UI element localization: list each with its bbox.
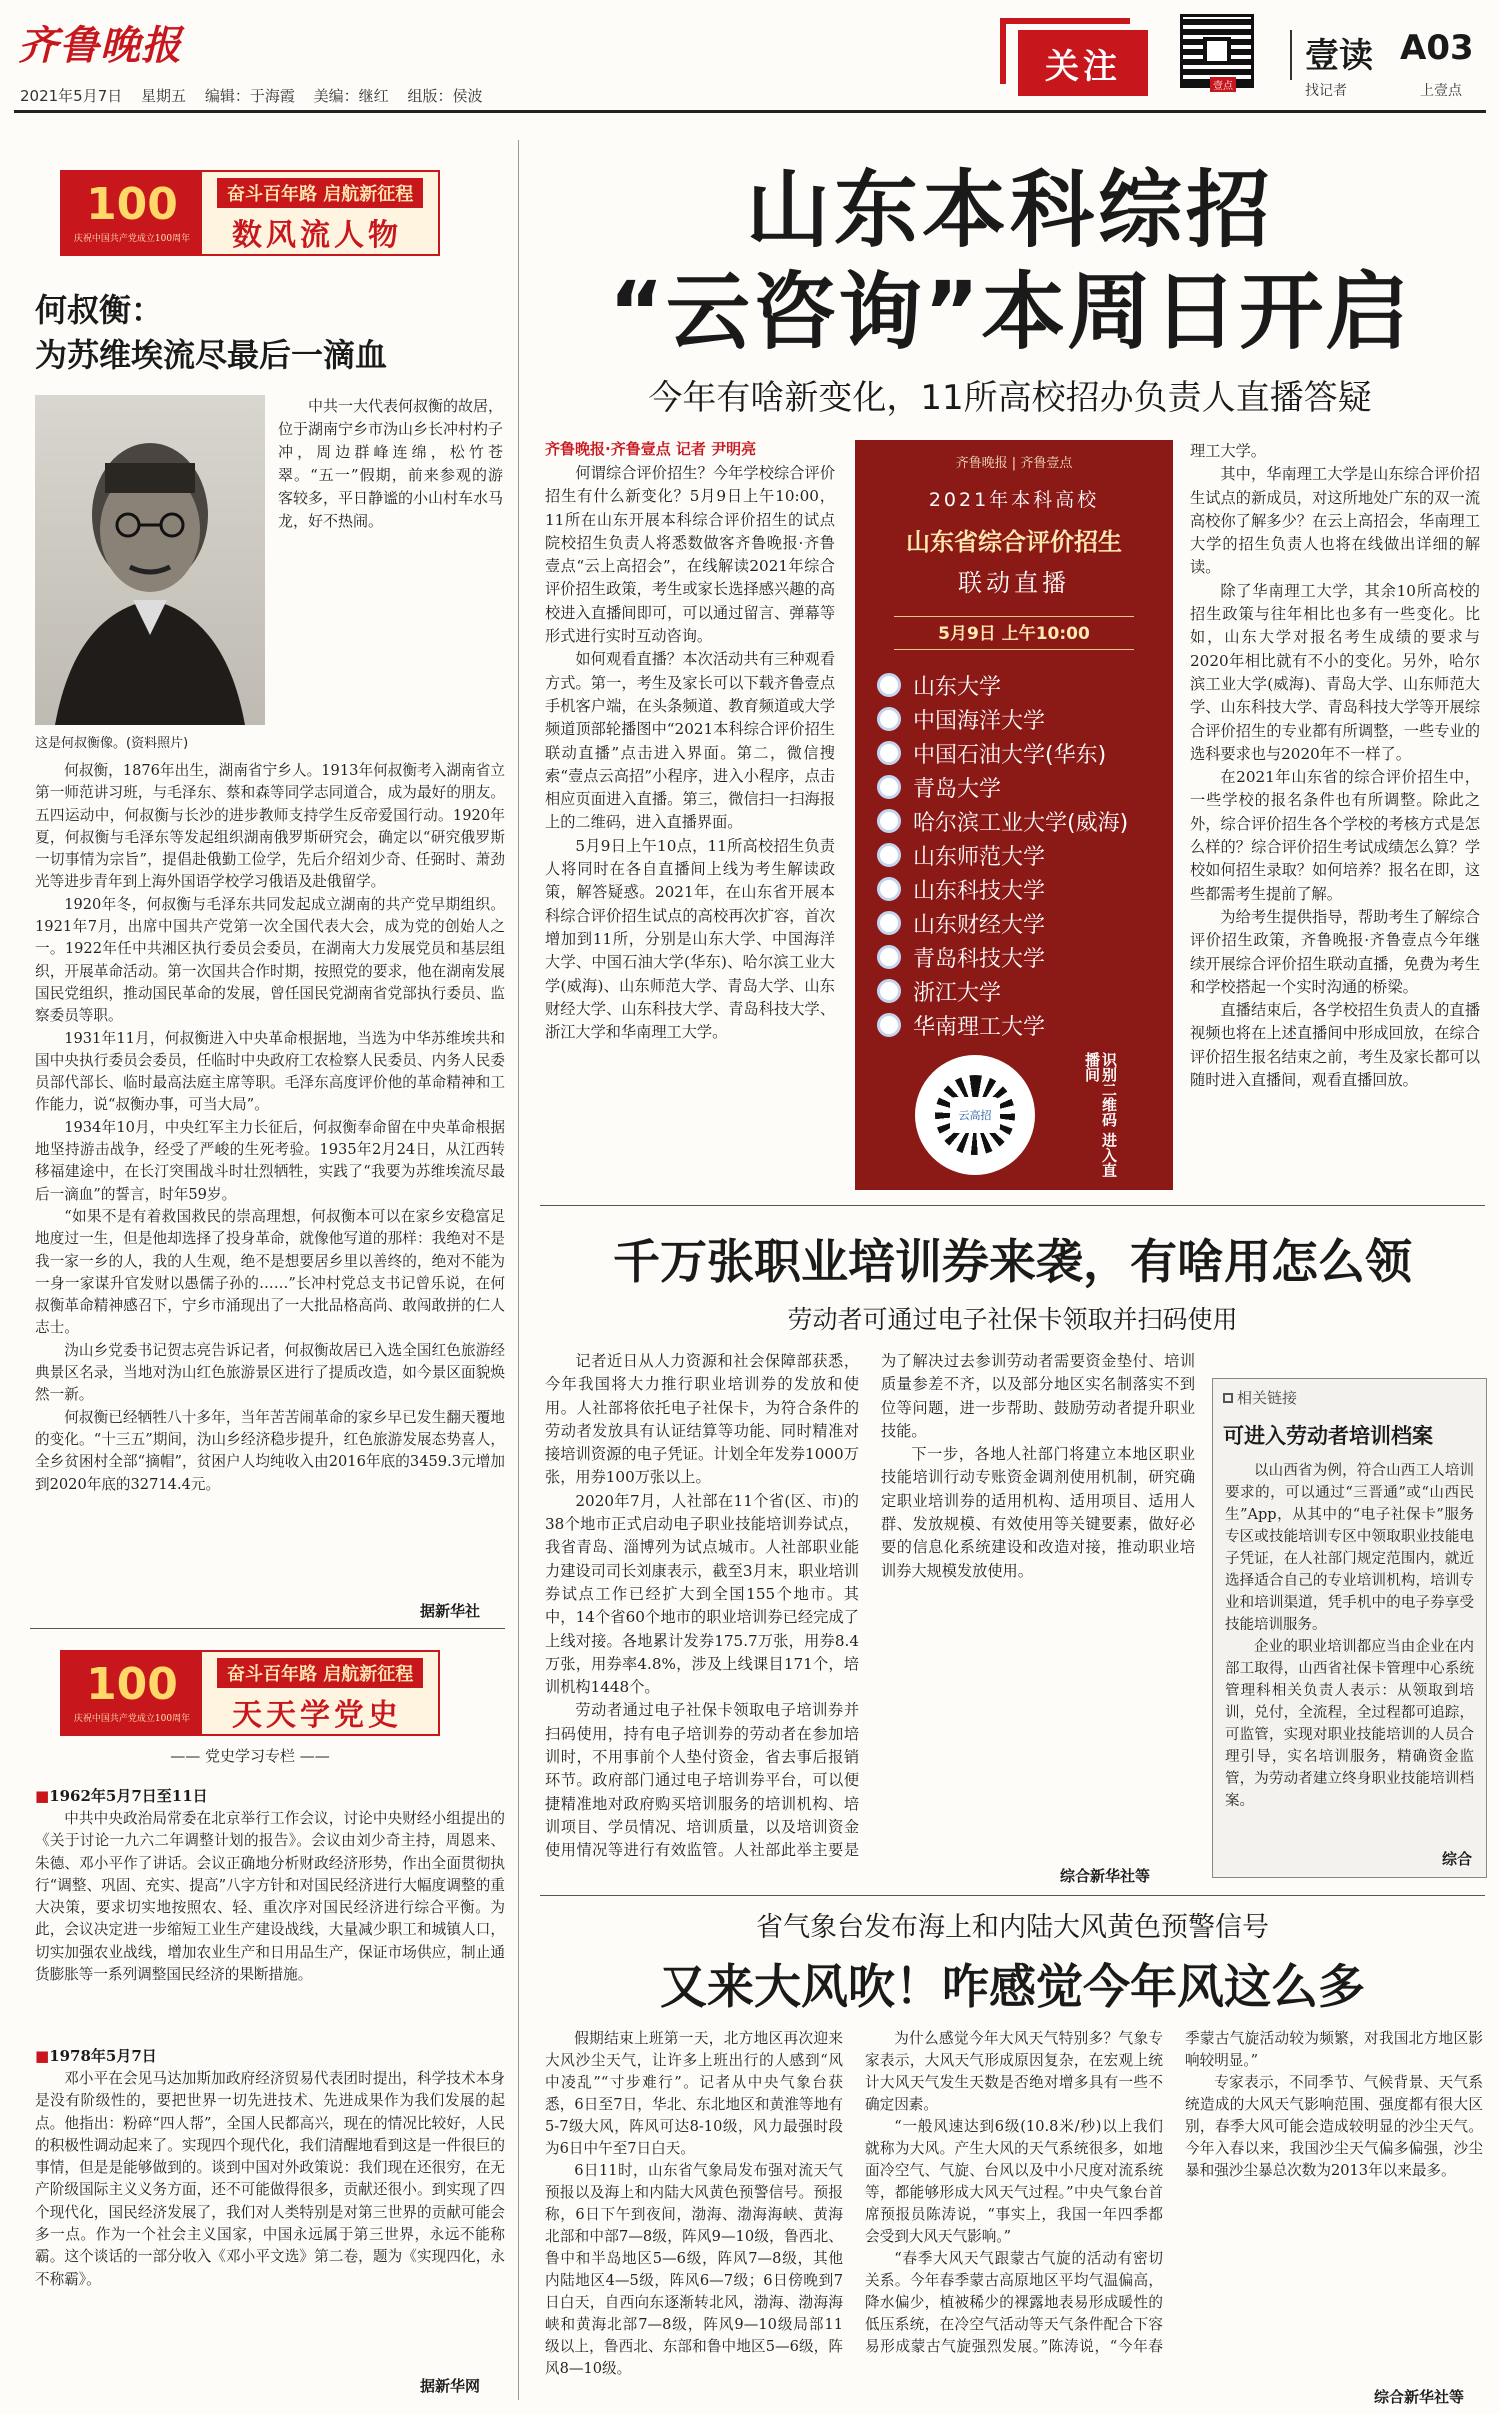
page-number: A03: [1400, 28, 1474, 68]
logo-100: 100: [86, 1658, 178, 1710]
paragraph: 1931年11月，何叔衡进入中央革命根据地，当选为中华苏维埃共和国中央执行委员会委员，任临时中央政府工农检察人民委员、内务人民委员部代部长、临时最高法庭主席等职。毛泽东高度评价他的革命精神和工作能力，说“叔衡办事，可当大局”。: [35, 1029, 505, 1114]
university-item[interactable]: [877, 906, 1173, 940]
article-body: [35, 760, 505, 1590]
paragraph: 6日11时，山东省气象局发布强对流天气预报以及海上和内陆大风黄色预警信号。预报称，6日下午到夜间，渤海、渤海海峡、黄海北部和中部7—8级，阵风9—10级，鲁西北、鲁中和半岛地区5—6级，阵风7—8级，其他内陆地区4—5级，阵风6—7级；6日傍晚到7日白天，自西向东逐渐转北风，渤海、渤海海峡和黄海北部7—8级，阵风9—10级局部11级以上，鲁西北、东部和鲁中地区5—6级，阵风8—10级。: [545, 2162, 843, 2377]
university-name: 华南理工大学: [913, 1014, 1046, 1040]
header-qr-code[interactable]: [1180, 14, 1254, 92]
paragraph: 专家表示，不同季节、气候背景、天气系统造成的大风天气影响范围、强度都有很大区别，春季大风可能会造成较明显的沙尘天气。今年入春以来，我国沙尘天气偏多偏强，沙尘暴和强沙尘暴总次数为2013年以来最多。: [1185, 2074, 1483, 2179]
centennial-logo: [62, 1652, 202, 1734]
paragraph: 何谓综合评价招生？今年学校综合评价招生有什么新变化？5月9日上午10:00，11所在山东开展本科综合评价招生的试点院校招生负责人将悉数做客齐鲁晚报·齐鲁壹点“云上高招会”，在线解读2021年综合评价招生政策，考生或家长选择感兴趣的高校进入直播间即可，可以通过留言、弹幕等形式进行实时互动咨询。: [545, 464, 835, 646]
university-emblem-icon: [877, 979, 901, 1003]
university-item[interactable]: [877, 736, 1173, 770]
divider: [30, 1628, 505, 1629]
divider: [540, 1205, 1485, 1206]
article-headline-2: 为苏维埃流尽最后一滴血: [35, 336, 388, 374]
logo-100: 100: [86, 178, 178, 230]
bullet-square-icon: ■: [35, 1787, 50, 1805]
main-column-3: 理工大学。 其中，华南理工大学是山东综合评价招生试点的新成员，对这所地处广东的双一流高校你了解多少？在云上高招会，华南理工大学的招生负责人也将在线做出详细的解读。 除了华南理工大学，其余10所高校的招生政策与往年相比也多有一些变化。比如，山东大学对报名考生成绩的要求与2020年相比就有不小的变化。另外，哈尔滨工业大学(威海)、青岛大学、山东师范大学、山东科技大学、青岛科技大学等开展综合评价招生的专业都有所调整，一些专业的选科要求也与2020年不一样了。 在2021年山东省的综合评价招生中，一些学校的报名条件也有所调整。除此之外，综合评价招生各个学校的考核方式是怎么样的？综合评价招生考试成绩怎么算？学校如何招生录取？如何培养？报名在即，这些都需考生提前了解。 为给考生提供指导，帮助考生了解综合评价招生政策，齐鲁晚报·齐鲁壹点今年继续开展综合评价招生联动直播，免费为考生和学校搭起一个实时沟通的桥梁。 直播结束后，各学校招生负责人的直播视频也将在上述直播间中形成回放，在综合评价招生报名结束之前，考生及家长都可以随时进入直播间，观看直播回放。: [1190, 440, 1480, 1190]
university-name: 哈尔滨工业大学(威海): [913, 810, 1129, 836]
university-emblem-icon: [877, 673, 901, 697]
university-name: 山东师范大学: [913, 844, 1046, 870]
date: 1978年5月7日: [49, 2047, 157, 2065]
history-source: 据新华网: [420, 2377, 481, 2395]
university-emblem-icon: [877, 707, 901, 731]
poster-time-text: 5月9日 上午10:00: [938, 624, 1090, 644]
university-emblem-icon: [877, 843, 901, 867]
banner-shuo-feng-liu: [60, 170, 440, 256]
paragraph: 1920年冬，何叔衡与毛泽东共同发起成立湖南的共产党早期组织。1921年7月，出席中国共产党第一次全国代表大会，成为党的创始人之一。1922年任中共湘区执行委员会委员，在湖南大力发展党员和基层组织，开展革命活动。第一次国共合作时期，按照党的要求，他在湖南发展国民党组织，推动国民革命的发展，曾任国民党湖南省党部执行委员、监察委员等职。: [35, 895, 505, 1025]
paragraph: 下一步，各地人社部门将建立本地区职业技能培训行动专账资金调剂使用机制，研究确定职业培训券的适用机构、适用项目、适用人群、发放规模、有效使用等关键要素，做好必要的信息化系统建设和改造对接，推动职业培训券大规模发放使用。: [881, 1445, 1195, 1580]
history-text-2: [35, 2068, 505, 2291]
article-intro-right-of-photo: [278, 395, 503, 533]
divider: [540, 1895, 1485, 1896]
university-item[interactable]: [877, 974, 1173, 1008]
article-source: 据新华社: [420, 1602, 481, 1620]
training-source: 综合新华社等: [1060, 1867, 1151, 1885]
weekday: 星期五: [141, 87, 187, 105]
paragraph: 企业的职业培训都应当由企业在内部工取得，山西省社保卡管理中心系统管理科相关负责人表示：从领取到培训，兑付，全流程，全过程都可追踪，可监管，实现对职业技能培训的人员合理引导，实名培训服务，精确资金监管，为劳动者建立终身职业技能培训档案。: [1225, 1639, 1474, 1809]
designer: 美编：继红: [313, 87, 389, 105]
main-subhead: 今年有啥新变化，11所高校招办负责人直播答疑: [648, 378, 1372, 418]
tag-text: 相关链接: [1237, 1389, 1298, 1407]
edition-label: 壹读: [1305, 36, 1373, 76]
editor: 编辑：于海霞: [204, 87, 295, 105]
paragraph: 其中，华南理工大学是山东综合评价招生试点的新成员，对这所地处广东的双一流高校你了解多少？在云上高招会，华南理工大学的招生负责人也将在线做出详细的解读。: [1190, 465, 1480, 577]
qr-center-label: 云高招: [950, 1097, 1000, 1133]
university-name: 中国海洋大学: [913, 708, 1046, 734]
column-name: 数风流人物: [232, 218, 402, 253]
reporter-caption-2: 上壹点: [1420, 83, 1462, 99]
main-byline: 齐鲁晚报·齐鲁壹点 记者 尹明亮: [545, 440, 757, 458]
banner-slogan: 奋斗百年路 启航新征程: [217, 1658, 423, 1688]
university-item[interactable]: [877, 838, 1173, 872]
paragraph: 除了华南理工大学，其余10所高校的招生政策与往年相比也多有一些变化。比如，山东大学对报名考生成绩的要求与2020年相比就有不小的变化。另外，哈尔滨工业大学(威海)、青岛大学、山东师范大学、山东科技大学、青岛科技大学等开展综合评价招生的专业都有所调整，一些专业的选科要求也与2020年不一样了。: [1190, 581, 1480, 763]
university-name: 山东大学: [913, 674, 1002, 700]
paragraph: 直播结束后，各学校招生负责人的直播视频也将在上述直播间中形成回放，在综合评价招生报名结束之前，考生及家长都可以随时进入直播间，观看直播回放。: [1190, 1001, 1480, 1090]
university-item[interactable]: [877, 770, 1173, 804]
paragraph: 为给考生提供指导，帮助考生了解综合评价招生政策，齐鲁晚报·齐鲁壹点今年继续开展综合评价招生联动直播，免费为考生和学校搭起一个实时沟通的桥梁。: [1190, 907, 1480, 996]
section-label: 关注: [1018, 30, 1148, 96]
tag-square-icon: [1223, 1393, 1233, 1403]
history-date-1: [35, 1785, 208, 1806]
bullet-square-icon: ■: [35, 2047, 50, 2065]
wind-kicker: 省气象台发布海上和内陆大风黄色预警信号: [756, 1912, 1269, 1943]
paragraph: 2020年7月，人社部在11个省(区、市)的38个地市正式启动电子职业技能培训券试点，我省青岛、淄博列为试点城市。人社部职业能力建设司司长刘康表示，截至3月末，职业培训券试点工作已经扩大到全国155个地市。其中，14个省60个地市的职业培训券已经完成了上线对接。各地累计发券175.7万张，用券8.4万张，用券率4.8%，涉及上线课目171个，培训机构1448个。: [545, 1491, 859, 1697]
paragraph: 劳动者通过电子社保卡领取电子培训券并扫码使用，持有电子培训券的劳动者在参加培训时，不用事前个人垫付资金，省去事后报销环节。政府部门通过电子培训券平台，可以便捷精准地对政府购买培训服务的培训机构、培训项目、学员情况、培训质量，以及培训资金使用情况等进行有效监管。人社部此举主要是为了解决过去参训劳动者需要资金垫付、培训质量参差不齐，以及部分地区实名制落实不到位等问题，进一步帮助、鼓励劳动者提升职业技能。: [545, 1352, 1195, 1860]
logo-sub: 庆祝中国共产党成立100周年: [73, 1713, 191, 1724]
paragraph: 以山西省为例，符合山西工人培训要求的，可以通过“三晋通”或“山西民生”App，从其中的“电子社保卡”服务专区或技能培训专区中领取职业技能电子凭证，在人社部门规定范围内，就近选择适合自己的专业培训机构，培训专业和培训渠道，凭手机中的电子券享受技能培训服务。: [1225, 1463, 1474, 1633]
qr-label: 壹点: [1210, 77, 1236, 92]
paragraph: 假期结束上班第一天，北方地区再次迎来大风沙尘天气，让许多上班出行的人感到“风中凌乱”“寸步难行”。记者从中央气象台获悉，6日至7日，华北、东北地区和黄淮等地有5-7级大风，阵风可达8-10级，风力最强时段为6日中午至7日白天。: [545, 2030, 843, 2157]
related-body: [1225, 1460, 1474, 1812]
university-emblem-icon: [877, 809, 901, 833]
poster-qr-code[interactable]: [915, 1055, 1035, 1175]
training-subhead: 劳动者可通过电子社保卡领取并扫码使用: [787, 1305, 1238, 1334]
university-item[interactable]: [877, 940, 1173, 974]
university-emblem-icon: [877, 1013, 901, 1037]
poster-scan-text: 识别二维码 进入直播间: [1083, 1052, 1118, 1178]
paragraph: “春季大风天气跟蒙古气旋的活动有密切关系。今年春季蒙古高原地区平均气温偏高，降水偏少，植被稀少的裸露地表易形成暖性的低压系统，在冷空气活动等天气条件配合下容易形成蒙古气旋强烈发展。”陈涛说，“今年春季蒙古气旋活动较为频繁，对我国北方地区影响较明显。”: [865, 2030, 1483, 2355]
related-links-box: [1212, 1378, 1487, 1878]
poster-subtitle: 联动直播: [958, 569, 1070, 597]
paragraph: 1934年10月，中央红军主力长征后，何叔衡奉命留在中央革命根据地坚持游击战争，经受了严峻的生死考验。1935年2月24日，从江西转移福建途中，在长汀突围战斗时壮烈牺牲，实践了“我要为苏维埃流尽最后一滴血”的誓言，时年59岁。: [35, 1118, 505, 1203]
training-headline: 千万张职业培训券来袭，有啥用怎么领: [613, 1235, 1412, 1290]
wind-body: [545, 2028, 1483, 2388]
banner-tian-tian-xue-dang-shi: [60, 1650, 440, 1736]
date-line: [20, 85, 482, 106]
university-emblem-icon: [877, 911, 901, 935]
university-name: 青岛大学: [913, 776, 1002, 802]
paragraph: 中共中央政治局常委在北京举行工作会议，讨论中央财经小组提出的《关于讨论一九六二年调整计划的报告》。会议由刘少奇主持，周恩来、朱德、邓小平作了讲话。会议正确地分析财政经济形势，作出全面贯彻执行“调整、巩固、充实、提高”八字方针和对国民经济进行大幅度调整的重大决策，要求切实地按照农、轻、重次序对国民经济进行综合平衡。为此，会议决定进一步缩短工业生产建设战线，大量减少职工和城镇人口，切实加强农业战线，增加农业生产和日用品生产，保证市场供应，制止通货膨胀等一系列调整国民经济的果断措施。: [35, 1810, 505, 1984]
date: 1962年5月7日至11日: [49, 1787, 208, 1805]
university-item[interactable]: [877, 668, 1173, 702]
poster-logo: 齐鲁晚报 | 齐鲁壹点: [955, 456, 1073, 471]
portrait-photo: [35, 395, 265, 725]
banner-slogan: 奋斗百年路 启航新征程: [217, 178, 423, 208]
live-stream-poster: [855, 440, 1173, 1190]
wind-headline: 又来大风吹！咋感觉今年风这么多: [660, 1960, 1365, 2015]
paragraph: 5月9日上午10点，11所高校招生负责人将同时在各自直播间上线为考生解读政策，解答疑惑。2021年，在山东省开展本科综合评价招生试点的高校再次扩容，首次增加到11所，分别是山东大学、中国海洋大学、中国石油大学(华东)、哈尔滨工业大学(威海)、山东师范大学、青岛大学、山东财经大学、山东科技大学、青岛科技大学、浙江大学和华南理工大学。: [545, 836, 835, 1042]
university-item[interactable]: [877, 702, 1173, 736]
centennial-logo: [62, 172, 202, 254]
main-headline-2: “云咨询”本周日开启: [608, 263, 1412, 361]
main-column-1: [545, 462, 835, 1182]
university-emblem-icon: [877, 741, 901, 765]
main-headline-1: 山东本科综招: [745, 161, 1274, 259]
university-name: 浙江大学: [913, 980, 1002, 1006]
paragraph: 邓小平在会见马达加斯加政府经济贸易代表团时提出，科学技术本身是没有阶级性的，要把世界一切先进技术、先进成果作为我们发展的起点。他指出：粉碎“四人帮”，全国人民都高兴，现在的情况比较好，人民的积极性调动起来了。实现四个现代化，我们清醒地看到这是一件很巨的事情，但是是能够做到的。谈到中国对外政策说：我们现在还很穷，在无产阶级国际主义义务方面，还不可能做得很多，贡献还很小。到实现了四个现代化，国民经济发展了，我们对人类特别是对第三世界的贡献可能会多一点。作为一个社会主义国家，中国永远属于第三世界，永远不能称霸。这个谈话的一部分收入《邓小平文选》第二卷，题为《实现四化，永不称霸》。: [35, 2070, 505, 2288]
paragraph: 何叔衡，1876年出生，湖南省宁乡人。1913年何叔衡考入湖南省立第一师范讲习班，与毛泽东、蔡和森等同学志同道合，成为最好的朋友。五四运动中，何叔衡与长沙的进步教师支持学生反帝爱国行动。1920年夏，何叔衡与毛泽东等发起组织湖南俄罗斯研究会，确定以“研究俄罗斯一切事情为宗旨”，提倡赴俄勤工俭学，先后介绍刘少奇、任弼时、萧劲光等进步青年到上海外国语学校学习俄语及赴俄留学。: [35, 762, 505, 891]
paragraph: 记者近日从人力资源和社会保障部获悉，今年我国将大力推行职业培训券的发放和使用。人社部将依托电子社保卡，为符合条件的劳动者发放具有认证结算等功能、同时精准对接培训资源的电子凭证。计划全年发券1000万张，用券100万张以上。: [545, 1352, 859, 1487]
header-divider: [1290, 30, 1292, 80]
university-emblem-icon: [877, 877, 901, 901]
wind-source: 综合新华社等: [1368, 2386, 1464, 2407]
column-subtitle: —— 党史学习专栏 ——: [170, 1747, 330, 1765]
paragraph: 沩山乡党委书记贺志亮告诉记者，何叔衡故居已入选全国红色旅游经典景区名录，当地对沩山红色旅游景区进行了提质改造，如今景区面貌焕然一新。: [35, 1341, 505, 1404]
university-name: 中国石油大学(华东): [913, 742, 1107, 768]
paragraph: 在2021年山东省的综合评价招生中，一些学校的报名条件也有所调整。除此之外，综合评价招生各个学校的考核方式是怎么样的？综合评价招生考试成绩怎么算？学校如何招生录取？如何培养？报名在即，这些都需考生提前了解。: [1190, 768, 1480, 903]
proof: 组版：侯波: [407, 87, 483, 105]
university-item[interactable]: [877, 804, 1173, 838]
paragraph: 如何观看直播？本次活动共有三种观看方式。第一，考生及家长可以下载齐鲁壹点手机客户端，在头条频道、教育频道或大学频道顶部轮播图中“2021本科综合评价招生联动直播”点击进入界面。第二，微信搜索“壹点云高招”小程序，进入小程序，点击相应页面进入直播。第三，微信扫一扫海报上的二维码，进入直播界面。: [545, 650, 835, 832]
header-rule: [14, 110, 1486, 113]
paragraph: “一般风速达到6级(10.8米/秒)以上我们就称为大风。产生大风的天气系统很多，如地面冷空气、气旋、台风以及中小尺度对流系统等，都能够形成大风天气过程。”中央气象台首席预报员陈涛说，“事实上，我国一年四季都会受到大风天气影响。”: [865, 2118, 1163, 2245]
reporter-caption-1: 找记者: [1305, 83, 1347, 99]
university-list: [877, 668, 1173, 1042]
history-date-2: [35, 2045, 157, 2066]
university-emblem-icon: [877, 775, 901, 799]
paragraph: “如果不是有着救国救民的崇高理想，何叔衡本可以在家乡安稳富足地度过一生，但是他却选择了投身革命，就像他写道的那样：我绝对不是我一家一乡的人，我的人生观，绝不是想要居乡里以善终的，绝对不能为一身一家谋升官发财以愚儒子孙的……”长冲村党总支书记曾乐说，在何叔衡革命精神感召下，宁乡市涌现出了一大批品格高尚、敢闯敢拼的仁人志士。: [35, 1207, 505, 1337]
related-source: 综合: [1441, 1850, 1472, 1868]
poster-title: 山东省综合评价招生: [906, 528, 1122, 556]
paragraph: 为什么感觉今年大风天气特别多？气象专家表示，大风天气形成原因复杂，在宏观上统计大风天气发生天数是否绝对增多具有一些不确定因素。: [865, 2030, 1163, 2113]
related-tag: [1223, 1387, 1486, 1408]
poster-time: [894, 616, 1134, 650]
training-body: [545, 1350, 1195, 1870]
paragraph: 何叔衡已经牺牲八十多年，当年苦苦闹革命的家乡早已发生翻天覆地的变化。“十三五”期间，沩山乡经济稳步提升，红色旅游发展态势喜人，全乡贫困村全部“摘帽”，贫困户人均纯收入由2016年底的3459.3元增加到2020年底的32714.4元。: [35, 1408, 505, 1493]
portrait-figure-icon: [35, 395, 265, 725]
university-item[interactable]: [877, 872, 1173, 906]
university-name: 山东科技大学: [913, 878, 1046, 904]
related-title: 可进入劳动者培训档案: [1223, 1424, 1433, 1448]
photo-caption: 这是何叔衡像。(资料照片): [35, 736, 189, 751]
university-item[interactable]: [877, 1008, 1173, 1042]
university-emblem-icon: [877, 945, 901, 969]
poster-year-line: 2021年本科高校: [928, 489, 1100, 511]
university-name: 青岛科技大学: [913, 946, 1046, 972]
logo-sub: 庆祝中国共产党成立100周年: [73, 233, 191, 244]
history-text-1: [35, 1808, 505, 1986]
university-name: 山东财经大学: [913, 912, 1046, 938]
issue-date: 2021年5月7日: [20, 87, 123, 105]
column-name: 天天学党史: [232, 1698, 402, 1733]
article-headline-1: 何叔衡：: [35, 291, 164, 329]
masthead: 齐鲁晚报: [18, 22, 182, 69]
paragraph: 中共一大代表何叔衡的故居，位于湖南宁乡市沩山乡长冲村杓子冲，周边群峰连绵，松竹苍翠。“五一”假期，前来参观的游客较多，平日静谧的小山村车水马龙，好不热闹。: [278, 397, 504, 530]
